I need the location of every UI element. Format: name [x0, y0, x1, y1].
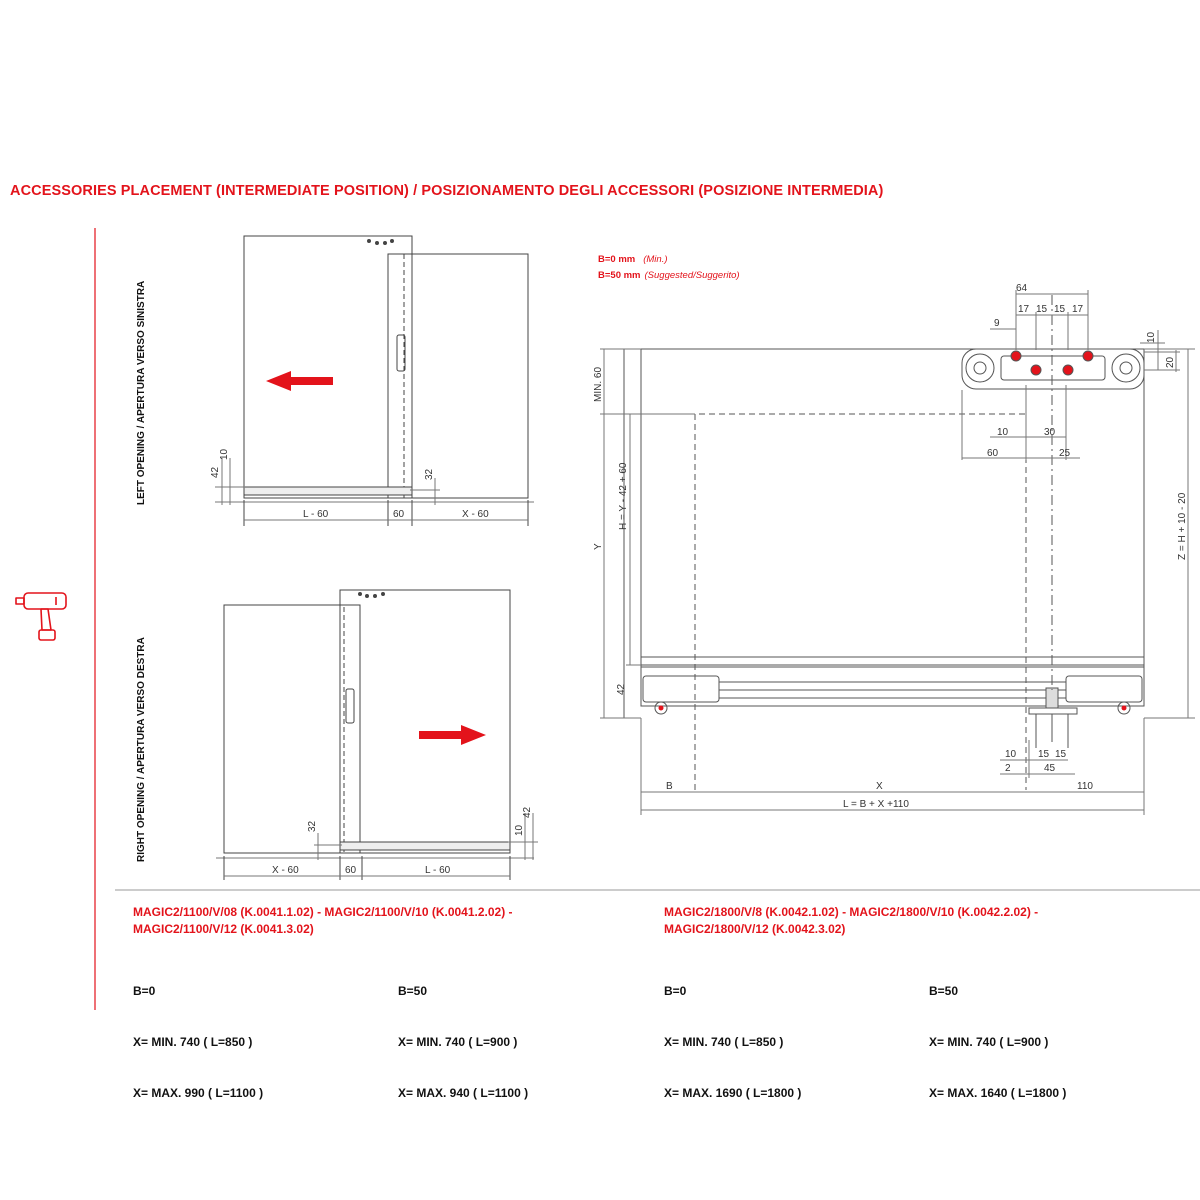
- spec-1800-b0: [664, 949, 801, 1119]
- dim-x-60: X - 60: [272, 865, 299, 876]
- dim-10: 10: [1005, 749, 1017, 760]
- dim-60: 60: [393, 509, 405, 520]
- drill-icon: [16, 593, 66, 640]
- dim-42: 42: [616, 683, 627, 695]
- dim-32: 32: [424, 468, 435, 480]
- spec-min: X= MIN. 740 ( L=850 ): [133, 1035, 253, 1049]
- right-arrow-icon: [419, 725, 486, 745]
- main-door-view: [600, 290, 1195, 815]
- spec-min: X= MIN. 740 ( L=900 ): [929, 1035, 1049, 1049]
- spec-max: X= MAX. 990 ( L=1100 ): [133, 1086, 264, 1100]
- dim-l-60: L - 60: [303, 509, 329, 520]
- dim-25: 25: [1059, 448, 1071, 459]
- dim-l-formula: L = B + X +110: [843, 799, 909, 810]
- dim-h-formula: H = Y - 42 + 60: [618, 462, 629, 530]
- dim-20: 20: [1165, 356, 1176, 368]
- dim-10: 10: [514, 824, 525, 836]
- dim-32: 32: [307, 820, 318, 832]
- dim-10: 10: [1146, 331, 1157, 343]
- dim-110: 110: [1077, 781, 1093, 792]
- dim-15: 15: [1036, 304, 1048, 315]
- dim-15: 15: [1055, 749, 1067, 760]
- left-opening-view: [136, 236, 534, 526]
- dim-42: 42: [522, 806, 533, 818]
- dim-10: 10: [219, 448, 230, 460]
- main-view-dims: [593, 283, 1188, 810]
- dim-45: 45: [1044, 763, 1056, 774]
- left-view-dims: [210, 448, 489, 520]
- spec-head: B=0: [664, 984, 687, 998]
- spec-1800-b50: [929, 949, 1066, 1119]
- dim-64: 64: [1016, 283, 1028, 294]
- spec-1100-b50: [398, 949, 528, 1119]
- spec-head: B=50: [398, 984, 428, 998]
- dim-17: 17: [1072, 304, 1084, 315]
- dim-30: 30: [1044, 427, 1056, 438]
- right-opening-view: [136, 590, 538, 880]
- page-title: ACCESSORIES PLACEMENT (INTERMEDIATE POSITION) / POSIZIONAMENTO DEGLI ACCESSORI (POSIZIONE INTERMEDIA): [10, 183, 884, 199]
- dim-x-60: X - 60: [462, 509, 489, 520]
- dim-b: B: [666, 781, 673, 792]
- dim-l-60: L - 60: [425, 865, 451, 876]
- dim-y: Y: [593, 543, 604, 550]
- spec-1100-b0: [133, 949, 263, 1119]
- note-b50: B=50 mm (Suggested/Suggerito): [598, 270, 740, 281]
- b-notes: [598, 254, 740, 281]
- dim-2: 2: [1005, 763, 1011, 774]
- dim-10: 10: [997, 427, 1009, 438]
- spec-max: X= MAX. 940 ( L=1100 ): [398, 1086, 529, 1100]
- dim-60: 60: [345, 865, 357, 876]
- dim-17: 17: [1018, 304, 1030, 315]
- note-b0: B=0 mm (Min.): [598, 254, 668, 265]
- dim-x: X: [876, 781, 883, 792]
- dim-15: 15: [1038, 749, 1050, 760]
- spec-head: B=50: [929, 984, 959, 998]
- right-view-dims: [272, 806, 533, 876]
- dim-9: 9: [994, 318, 1000, 329]
- dim-z-formula: Z = H + 10 - 20: [1177, 492, 1188, 560]
- spec-min: X= MIN. 740 ( L=900 ): [398, 1035, 518, 1049]
- spec-min: X= MIN. 740 ( L=850 ): [664, 1035, 784, 1049]
- spec-max: X= MAX. 1690 ( L=1800 ): [664, 1086, 802, 1100]
- dim-42: 42: [210, 466, 221, 478]
- dim-60: 60: [987, 448, 999, 459]
- dim-15: 15: [1054, 304, 1066, 315]
- model-name-1100: MAGIC2/1100/V/08 (K.0041.1.02) - MAGIC2/1100/V/10 (K.0041.2.02) - MAGIC2/1100/V/12 (K.0041.3.02): [133, 905, 513, 936]
- model-name-1800: MAGIC2/1800/V/8 (K.0042.1.02) - MAGIC2/1800/V/10 (K.0042.2.02) - MAGIC2/1800/V/12 (K.0042.3.02): [664, 905, 1039, 936]
- dim-min-60: MIN. 60: [593, 366, 604, 402]
- left-opening-label: LEFT OPENING / APERTURA VERSO SINISTRA: [136, 280, 147, 505]
- spec-max: X= MAX. 1640 ( L=1800 ): [929, 1086, 1067, 1100]
- right-opening-label: RIGHT OPENING / APERTURA VERSO DESTRA: [136, 637, 147, 862]
- left-arrow-icon: [266, 371, 333, 391]
- spec-head: B=0: [133, 984, 156, 998]
